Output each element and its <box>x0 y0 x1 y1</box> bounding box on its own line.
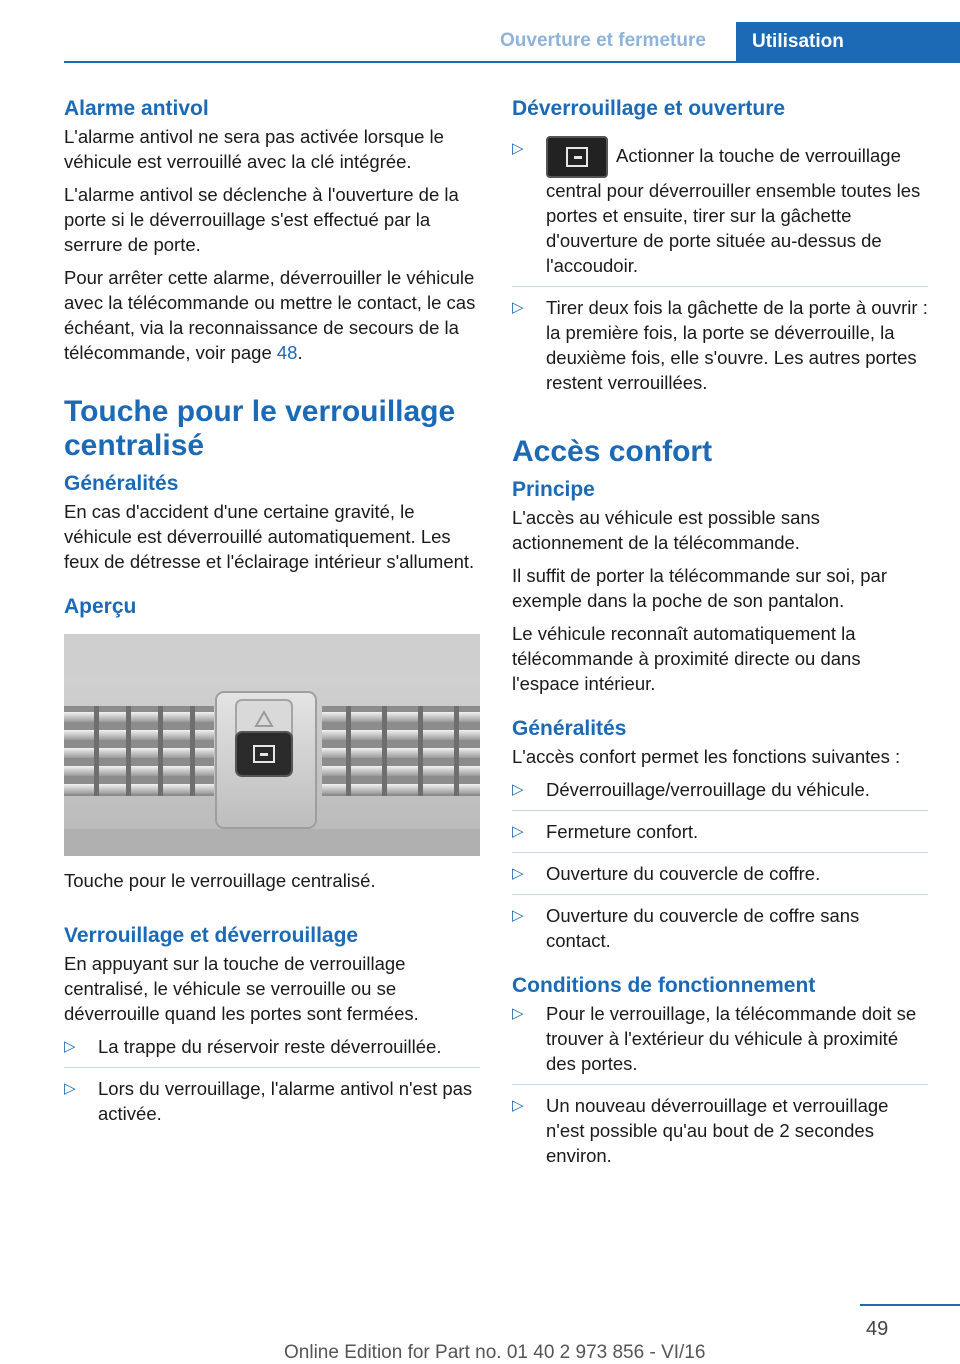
list-item: ▷ Lors du verrouillage, l'alarme antivol n'est pas activée. <box>64 1076 480 1126</box>
list-item: ▷ Tirer deux fois la gâchette de la porte à ouvrir : la première fois, la porte se déverrouille, la deuxième fois, elle s'ouvre. Les autres portes restent verrouillées. <box>512 295 928 395</box>
central-lock-section-title: Touche pour le verrouillage centralisé <box>64 395 456 462</box>
functions-list <box>512 777 928 953</box>
alarm-paragraph-2: L'alarme antivol se déclenche à l'ouverture de la porte si le déverrouillage s'est effectué par la serrure de porte. <box>64 184 459 255</box>
lock-unlock-paragraph: En appuyant sur la touche de verrouillage centralisé, le véhicule se verrouille ou se déverrouille quand les portes sont fermées. <box>64 953 419 1024</box>
conditions-list <box>512 1001 928 1168</box>
header-section-title: Ouverture et fermeture <box>500 30 706 51</box>
central-lock-illustration <box>64 634 480 856</box>
button-panel <box>216 692 316 828</box>
unlock-open-title: Déverrouillage et ouverture <box>512 97 786 120</box>
principle-paragraph-3: Le véhicule reconnaît automatiquement la télécommande à proximité directe ou dans l'espace intérieur. <box>512 623 861 694</box>
header-chapter-tab: Utilisation <box>736 22 960 62</box>
list-item: ▷ Un nouveau déverrouillage et verrouillage n'est possible qu'au bout de 2 secondes environ. <box>512 1093 928 1168</box>
header-rule <box>64 61 960 63</box>
footer-rule <box>860 1304 960 1306</box>
list-item: ▷ Ouverture du couvercle de coffre. <box>512 861 928 886</box>
principle-title: Principe <box>512 478 595 501</box>
list-item: ▷ Fermeture confort. <box>512 819 928 844</box>
page-number: 49 <box>866 1318 889 1340</box>
central-lock-key-icon <box>546 136 608 178</box>
general-paragraph-right: L'accès confort permet les fonctions suivantes : <box>512 746 901 767</box>
right-air-vent <box>322 706 480 796</box>
list-item: ▷ Pour le verrouillage, la télécommande doit se trouver à l'extérieur du véhicule à proximité des portes. <box>512 1001 928 1076</box>
principle-paragraph-1: L'accès au véhicule est possible sans actionnement de la télécommande. <box>512 507 820 553</box>
page-link[interactable]: 48 <box>276 342 298 363</box>
lock-list <box>64 1034 480 1126</box>
lock-unlock-title: Verrouillage et déverrouillage <box>64 924 359 947</box>
figure-caption: Touche pour le verrouillage centralisé. <box>64 870 376 891</box>
list-item: ▷ La trappe du réservoir reste déverrouillée. <box>64 1034 480 1059</box>
list-item: ▷ Déverrouillage/verrouillage du véhicule. <box>512 777 928 802</box>
alarm-paragraph-3: Pour arrêter cette alarme, déverrouiller le véhicule avec la télécommande ou mettre le contact, le cas échéant, via la reconnaissance de secours de la télécommande, voir page 48. <box>64 267 476 363</box>
general-title-right: Généralités <box>512 717 627 740</box>
left-column <box>64 96 480 1134</box>
unlock-list <box>512 136 928 395</box>
edition-footer: Online Edition for Part no. 01 40 2 973 856 - VI/16 <box>284 1342 706 1363</box>
comfort-access-title: Accès confort <box>512 435 713 468</box>
right-column <box>512 96 928 1176</box>
central-lock-button-figure <box>64 634 480 856</box>
conditions-title: Conditions de fonctionnement <box>512 974 816 997</box>
list-item: ▷ Actionner la touche de verrouillage central pour déverrouiller ensemble toutes les portes et ensuite, tirer sur la gâchette d'ouverture de porte située au-dessus de l'accoudoir. <box>512 136 928 278</box>
alarm-paragraph-1: L'alarme antivol ne sera pas activée lorsque le véhicule est verrouillé avec la clé intégrée. <box>64 126 444 172</box>
list-item: ▷ Ouverture du couvercle de coffre sans contact. <box>512 903 928 953</box>
alarm-title: Alarme antivol <box>64 97 209 120</box>
left-air-vent <box>64 706 214 796</box>
overview-title: Aperçu <box>64 595 137 618</box>
principle-paragraph-2: Il suffit de porter la télécommande sur soi, par exemple dans la poche de son pantalon. <box>512 565 887 611</box>
general-title-left: Généralités <box>64 472 179 495</box>
page-header <box>0 0 960 64</box>
general-paragraph-left: En cas d'accident d'une certaine gravité, le véhicule est déverrouillé automatiquement. Les feux de détresse et l'éclairage intérieur s'allument. <box>64 501 475 572</box>
